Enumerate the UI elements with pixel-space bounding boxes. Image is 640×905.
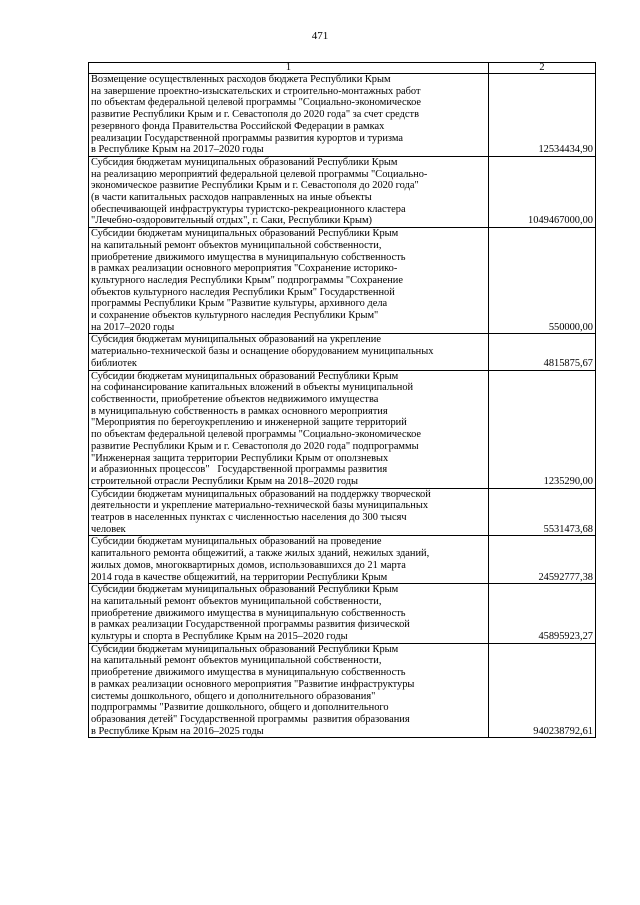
row-description: Возмещение осуществленных расходов бюджета Республики Крым на завершение проектно-изыскательских и строительно-монтажных работ по объектам федеральной целевой программы "Социально-экономическое развитие Республики Крым и г. Севастополя до 2020 года" за счет средств резервного фонда Правительства Российской Федерации в рамках реализации Государственной программы развития курортов и туризма в Республике Крым на 2017–2020 годы [89, 74, 489, 157]
row-amount: 940238792,61 [489, 643, 596, 738]
table-row [89, 370, 596, 488]
row-description: Субсидии бюджетам муниципальных образований Республики Крым на капитальный ремонт объектов муниципальной собственности, приобретение движимого имущества в муниципальную собственность в рамках реализации основного мероприятия "Развитие инфраструктуры системы дошкольного, общего и дополнительного образования" подпрограммы "Развитие дошкольного, общего и дополнительного образования детей" Государственной программы развития образования в Республике Крым на 2016–2025 годы [89, 643, 489, 738]
row-amount: 550000,00 [489, 228, 596, 334]
row-description: Субсидии бюджетам муниципальных образований на проведение капитального ремонта общежитий, а также жилых зданий, нежилых зданий, жилых домов, многоквартирных домов, использовавшихся до 21 марта 2014 года в качестве общежитий, на территории Республики Крым [89, 536, 489, 584]
header-col-1: 1 [89, 63, 489, 74]
table-row [89, 228, 596, 334]
table-row [89, 74, 596, 157]
table-body [89, 74, 596, 738]
table-row [89, 488, 596, 536]
row-description: Субсидии бюджетам муниципальных образований Республики Крым на софинансирование капитальных вложений в объекты муниципальной собственности, приобретение объектов недвижимого имущества в муниципальную собственность в рамках основного мероприятия "Мероприятия по берегоукреплению и инженерной защите территорий по объектам федеральной целевой программы "Социально-экономическое развитие Республики Крым и г. Севастополя до 2020 года" подпрограммы "Инженерная защита территории Республики Крым от оползневых и абразионных процессов" Государственной программы развития строительной отрасли Республики Крым на 2018–2020 годы [89, 370, 489, 488]
row-amount: 12534434,90 [489, 74, 596, 157]
row-amount: 4815875,67 [489, 334, 596, 370]
header-row [89, 63, 596, 74]
row-amount: 1235290,00 [489, 370, 596, 488]
row-amount: 24592777,38 [489, 536, 596, 584]
table-row [89, 643, 596, 738]
row-amount: 1049467000,00 [489, 156, 596, 227]
table-header [89, 63, 596, 74]
table-row [89, 334, 596, 370]
row-amount: 5531473,68 [489, 488, 596, 536]
row-amount: 45895923,27 [489, 584, 596, 644]
header-col-2: 2 [489, 63, 596, 74]
table-row [89, 536, 596, 584]
row-description: Субсидия бюджетам муниципальных образований Республики Крым на реализацию мероприятий федеральной целевой программы "Социально- экономическое развитие Республики Крым и г. Севастополя до 2020 года" (в части капитальных расходов направленных на иные объекты обеспечивающей инфраструктуры туристско-рекреационного кластера "Лечебно-оздоровительный отдых", г. Саки, Республики Крым) [89, 156, 489, 227]
page-number: 471 [311, 30, 329, 42]
row-description: Субсидии бюджетам муниципальных образований на поддержку творческой деятельности и укрепление материально-технической базы муниципальных театров в населенных пунктах с численностью населения до 300 тысяч человек [89, 488, 489, 536]
table-row [89, 584, 596, 644]
row-description: Субсидия бюджетам муниципальных образований на укрепление материально-технической базы и оснащение оборудованием муниципальных библиотек [89, 334, 489, 370]
table-row [89, 156, 596, 227]
row-description: Субсидии бюджетам муниципальных образований Республики Крым на капитальный ремонт объектов муниципальной собственности, приобретение движимого имущества в муниципальную собственность в рамках реализации основного мероприятия "Сохранение историко- культурного наследия Республики Крым" подпрограммы "Сохранение объектов культурного наследия Республики Крым" Государственной программы Республики Крым "Развитие культуры, архивного дела и сохранение объектов культурного наследия Республики Крым" на 2017–2020 годы [89, 228, 489, 334]
budget-table [88, 62, 596, 738]
row-description: Субсидии бюджетам муниципальных образований Республики Крым на капитальный ремонт объектов муниципальной собственности, приобретение движимого имущества в муниципальную собственность в рамках реализации Государственной программы развития физической культуры и спорта в Республике Крым на 2015–2020 годы [89, 584, 489, 644]
